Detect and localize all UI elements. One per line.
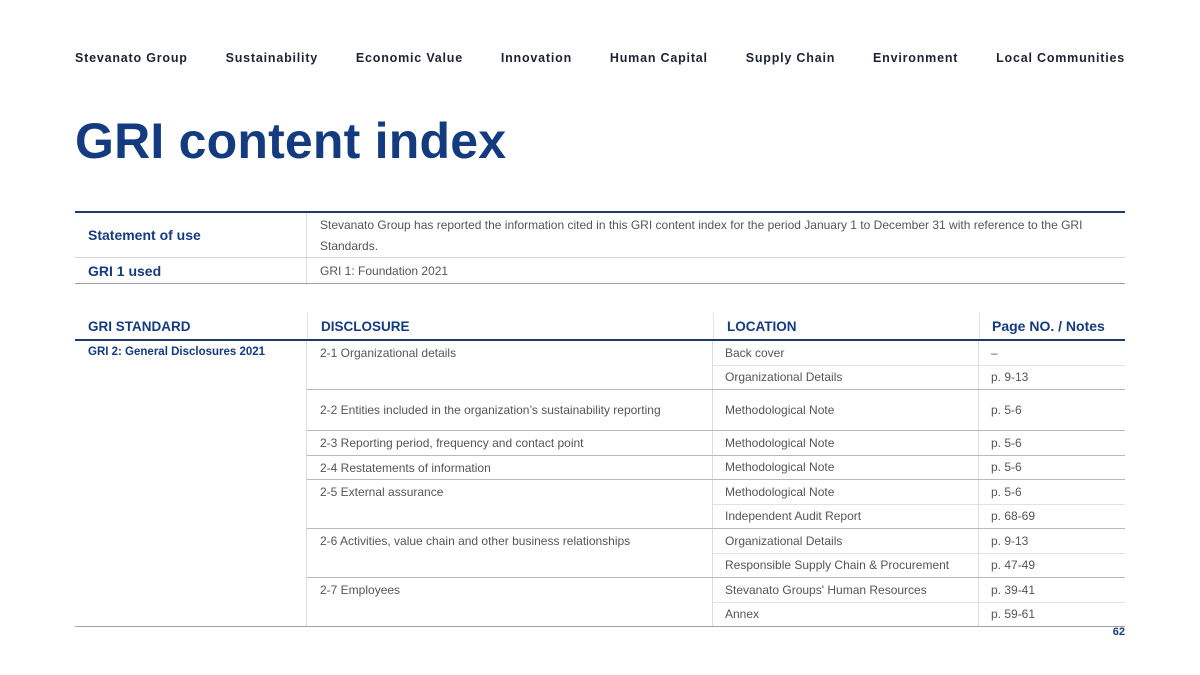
location-cell: Back cover xyxy=(713,341,979,365)
disclosure-cell: 2-2 Entities included in the organization’s sustainability reporting xyxy=(307,390,713,430)
table-row xyxy=(307,480,1125,529)
page-cell: p. 5-6 xyxy=(991,460,1022,475)
location-cell: Methodological Note xyxy=(713,456,979,480)
page-cell: p. 5-6 xyxy=(991,403,1022,417)
disclosure-cell: 2-4 Restatements of information xyxy=(307,456,713,480)
top-nav xyxy=(75,51,1125,65)
header-page-notes: Page NO. / Notes xyxy=(979,313,1125,339)
table-body xyxy=(75,341,1125,627)
disclosure-cell: 2-5 External assurance xyxy=(307,480,713,528)
disclosure-cell: 2-3 Reporting period, frequency and contact point xyxy=(307,431,713,455)
page-cell: p. 5-6 xyxy=(991,484,1022,499)
nav-stevanato-group[interactable]: Stevanato Group xyxy=(75,51,188,65)
header-disclosure: DISCLOSURE xyxy=(307,313,713,339)
header-gri-standard: GRI STANDARD xyxy=(88,318,191,334)
statement-of-use-row xyxy=(75,213,1125,258)
page-cell: p. 39-41 xyxy=(991,582,1036,597)
nav-environment[interactable]: Environment xyxy=(873,51,959,65)
table-row xyxy=(307,456,1125,481)
page-cell: p. 68-69 xyxy=(991,509,1036,524)
page-cell: p. 9-13 xyxy=(991,533,1029,548)
gri-standard-cell: GRI 2: General Disclosures 2021 xyxy=(75,341,307,626)
location-cell: Organizational Details xyxy=(713,366,979,390)
table-row xyxy=(307,431,1125,456)
gri1-used-label: GRI 1 used xyxy=(75,258,307,283)
page-number: 62 xyxy=(1112,626,1125,638)
location-cell: Methodological Note xyxy=(713,390,979,430)
page-cell: – xyxy=(991,345,998,360)
disclosure-cell: 2-1 Organizational details xyxy=(307,341,713,389)
page-cell: p. 59-61 xyxy=(991,607,1036,622)
nav-economic-value[interactable]: Economic Value xyxy=(355,51,463,65)
intro-table xyxy=(75,211,1125,284)
nav-supply-chain[interactable]: Supply Chain xyxy=(745,51,836,65)
location-cell: Responsible Supply Chain & Procurement xyxy=(713,554,979,578)
table-row xyxy=(307,529,1125,578)
statement-of-use-text: Stevanato Group has reported the information cited in this GRI content index for the period January 1 to December 31 with reference to the GRI Standards. xyxy=(320,218,1083,253)
nav-human-capital[interactable]: Human Capital xyxy=(609,51,708,65)
table-row xyxy=(307,390,1125,431)
page-cell: p. 47-49 xyxy=(991,558,1036,573)
disclosure-groups xyxy=(307,341,1125,626)
disclosure-cell: 2-7 Employees xyxy=(307,578,713,626)
table-row xyxy=(307,341,1125,390)
gri-index-table xyxy=(75,313,1125,627)
location-cell: Organizational Details xyxy=(713,529,979,553)
location-cell: Stevanato Groups' Human Resources xyxy=(713,578,979,602)
location-cell: Methodological Note xyxy=(713,431,979,455)
statement-of-use-label: Statement of use xyxy=(75,213,307,257)
page-cell: p. 9-13 xyxy=(991,370,1029,385)
page-title: GRI content index xyxy=(75,113,507,169)
location-cell: Annex xyxy=(713,603,979,627)
location-cell: Independent Audit Report xyxy=(713,505,979,529)
page-cell: p. 5-6 xyxy=(991,435,1022,450)
gri1-used-text: GRI 1: Foundation 2021 xyxy=(320,263,449,278)
nav-sustainability[interactable]: Sustainability xyxy=(225,51,319,65)
gri1-used-row xyxy=(75,258,1125,284)
header-location: LOCATION xyxy=(713,313,979,339)
table-header xyxy=(75,313,1125,341)
table-row xyxy=(307,578,1125,626)
nav-innovation[interactable]: Innovation xyxy=(500,51,573,65)
location-cell: Methodological Note xyxy=(713,480,979,504)
disclosure-cell: 2-6 Activities, value chain and other business relationships xyxy=(307,529,713,577)
nav-local-communities[interactable]: Local Communities xyxy=(996,51,1125,65)
